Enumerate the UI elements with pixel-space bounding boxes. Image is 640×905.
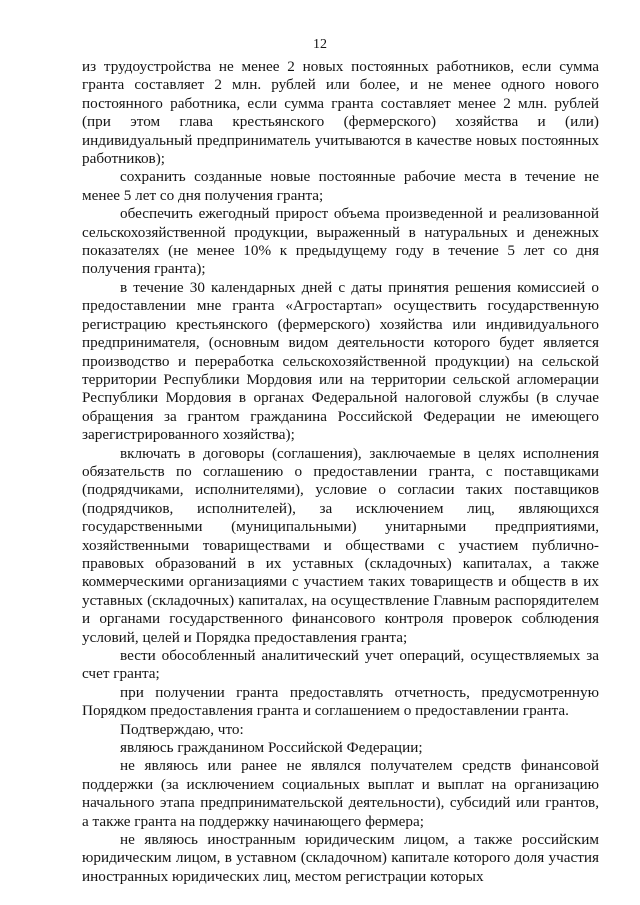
paragraph: Подтверждаю, что: (120, 720, 244, 738)
paragraph: из трудоустройства не менее 2 новых постоянных работников, если сумма гранта составляет 2 млн. рублей или более, и не менее одного нового постоянного работника, если сумма гранта составляет менее 2 млн. рублей (при этом глава крестьянского (фермерского) хозяйства и (или) индивидуальный предприниматель учитываются в качестве новых постоянных работников); (82, 58, 599, 168)
paragraph: являюсь гражданином Российской Федерации; (120, 739, 423, 757)
paragraph: при получении гранта предоставлять отчетность, предусмотренную Порядком предоставления гранта и соглашением о предоставлении гранта. (82, 683, 599, 720)
paragraph: сохранить созданные новые постоянные рабочие места в течение не менее 5 лет со дня получения гранта; (82, 168, 599, 204)
paragraph: вести обособленный аналитический учет операций, осуществляемых за счет гранта; (82, 647, 599, 683)
paragraph-last: не являюсь иностранным юридическим лицом, а также российским юридическим лицом, в уставном (складочном) капитале которого доля участия иностранных юридических лиц, местом регистрации которых (82, 831, 599, 885)
page-number: 12 (313, 37, 327, 52)
paragraph: не являюсь или ранее не являлся получателем средств финансовой поддержки (за исключением социальных выплат и выплат на организацию начального этапа предпринимательской деятельности), субсидий или грантов, а также гранта на поддержку начинающего фермера; (82, 757, 599, 830)
paragraph: в течение 30 календарных дней с даты принятия решения комиссией о предоставлении мне гранта «Агростартап» осуществить государственную регистрацию крестьянского (фермерского) хозяйства или индивидуального предпринимателя, (основным видом деятельности которого будет является производство и переработка сельскохозяйственной продукции) на сельской территории Республики Мордовия или на территории сельской агломерации Республики Мордовия в органах Федеральной налоговой службы (в случае обращения за грантом гражданина Российской Федерации не имеющего зарегистрированного хозяйства); (82, 278, 599, 444)
document-body (82, 58, 599, 886)
paragraph: включать в договоры (соглашения), заключаемые в целях исполнения обязательств по соглашению о предоставлении гранта, с поставщиками (подрядчиками, исполнителями), условие о согласии таких поставщиков (подрядчиков, исполнителей), за исключением лиц, являющихся государственными (муниципальными) унитарными предприятиями, хозяйственными товариществами и обществами с участием публично-правовых образований в их уставных (складочных) капиталах, а также коммерческими организациями с участием таких товариществ и обществ в их уставных (складочных) капиталах, на осуществление Главным распорядителем и органами государственного финансового контроля проверок соблюдения условий, целей и Порядка предоставления гранта; (82, 444, 599, 646)
paragraph: обеспечить ежегодный прирост объема произведенной и реализованной сельскохозяйственной продукции, выраженный в натуральных и денежных показателях (не менее 10% к предыдущему году в течение 5 лет со дня получения гранта); (82, 205, 599, 278)
